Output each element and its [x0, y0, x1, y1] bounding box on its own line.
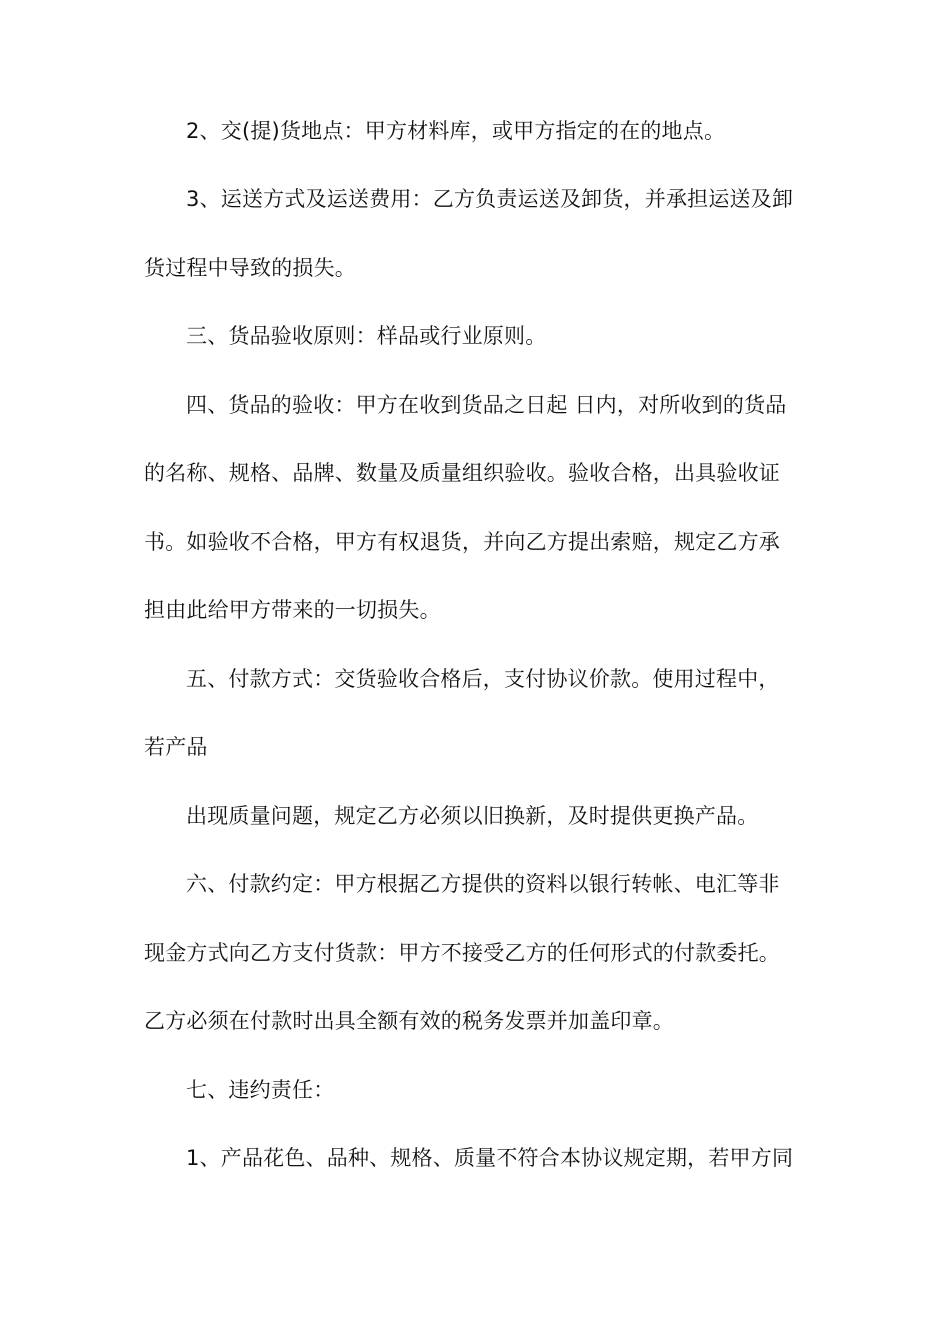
text-line: 书。如验收不合格，甲方有权退货，并向乙方提出索赔，规定乙方承 [144, 530, 780, 554]
text-line: 出现质量问题，规定乙方必须以旧换新，及时提供更换产品。 [186, 804, 759, 828]
text-line: 现金方式向乙方支付货款：甲方不接受乙方的任何形式的付款委托。 [144, 941, 780, 965]
text-line: 五、付款方式：交货验收合格后，支付协议价款。使用过程中， [186, 667, 780, 691]
text-line: 乙方必须在付款时出具全额有效的税务发票并加盖印章。 [144, 1009, 674, 1033]
text-line: 2、交(提)货地点：甲方材料库，或甲方指定的在的地点。 [186, 119, 726, 143]
text-line: 六、付款约定：甲方根据乙方提供的资料以银行转帐、电汇等非 [186, 872, 780, 896]
text-line: 货过程中导致的损失。 [144, 256, 356, 280]
text-line: 1、产品花色、品种、规格、质量不符合本协议规定期，若甲方同 [186, 1146, 794, 1170]
text-line: 的名称、规格、品牌、数量及质量组织验收。验收合格，出具验收证 [144, 461, 780, 485]
text-line: 三、货品验收原则：样品或行业原则。 [186, 324, 547, 348]
text-line: 七、违约责任： [186, 1078, 335, 1102]
text-line: 担由此给甲方带来的一切损失。 [144, 598, 441, 622]
text-line: 若产品 [144, 735, 208, 759]
text-line: 3、运送方式及运送费用：乙方负责运送及卸货，并承担运送及卸 [186, 187, 794, 211]
text-line: 四、货品的验收：甲方在收到货品之日起 日内，对所收到的货品 [186, 393, 787, 417]
